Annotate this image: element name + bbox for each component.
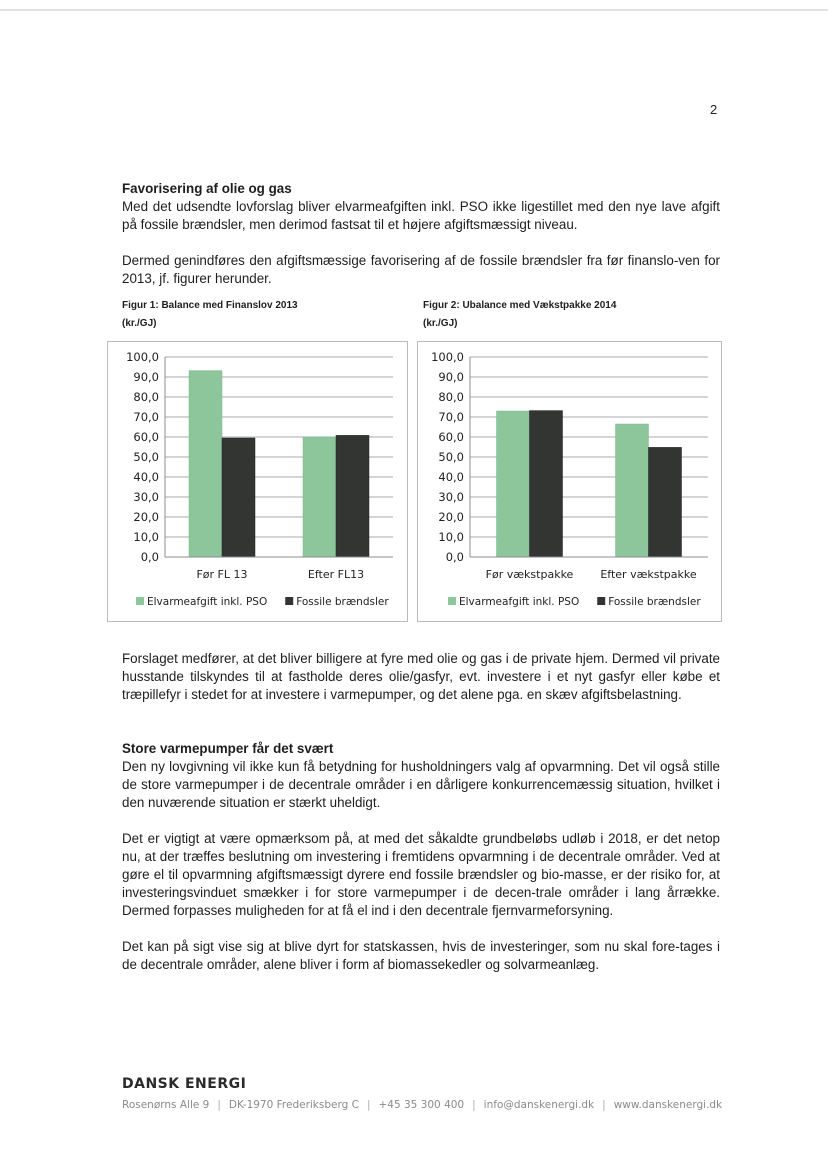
y-tick-label: 80,0 [133,390,159,404]
footer-contact [122,1099,722,1111]
legend-label: Fossile brændsler [608,596,701,608]
separator: | [217,1099,221,1111]
paragraph: Med det udsendte lovforslag bliver elvarmeafgiften inkl. PSO ikke ligestillet med den nye lave afgift på fossile brændsler, men derimod fastsat til et højere afgiftsmæssigt niveau. [122,199,720,232]
y-tick-label: 100,0 [431,350,464,364]
x-tick-label: Før FL 13 [196,568,248,581]
legend-swatch [136,597,144,605]
x-tick-label: Efter FL13 [307,568,365,581]
section-heading: Store varmepumper får det svært [122,741,334,756]
separator: | [602,1099,606,1111]
y-tick-label: 50,0 [133,450,159,464]
y-tick-label: 30,0 [133,490,159,504]
y-tick-label: 60,0 [438,430,464,444]
paragraph: Det kan på sigt vise sig at blive dyrt for statskassen, hvis de investeringer, som nu skal fore-tages i de decentrale områder, alene bliver i form af biomassekedler og solvarmeanlæg. [122,939,720,972]
footer-brand: DANSK ENERGI [122,1076,247,1092]
bar-elvarmeafgift-2 [303,437,336,557]
legend-swatch [448,597,456,605]
section-heading: Favorisering af olie og gas [122,181,292,196]
y-tick-label: 10,0 [133,530,159,544]
paragraph: Dermed genindføres den afgiftsmæssige favorisering af de fossile brændsler fra før finanslo-ven for 2013, jf. figurer herunder. [122,253,720,286]
bar-fossile-2 [336,435,369,557]
x-tick-label: Efter vækstpakke [600,568,697,581]
paragraph: Den ny lovgivning vil ikke kun få betydning for husholdningers valg af opvarmning. Det vil også stille de store varmepumper i de decentrale områder i en dårligere konkurrencemæssig situation, hvilket i den nuværende situation er stærkt uheldigt. [122,759,720,810]
separator: | [366,1099,371,1111]
section-consequences [122,650,720,704]
top-rule [0,9,828,11]
chart-svg [418,342,721,621]
figure-1-caption [122,297,298,333]
figure-caption-title: Figur 2: Ubalance med Vækstpakke 2014 [423,300,617,311]
paragraph: Forslaget medfører, at det bliver billigere at fyre med olie og gas i de private hjem. Dermed vil private husstande tilskyndes til at fastholde deres olie/gasfyr, evt. investere i et nyt gasfyr eller købe et træpillefyr i stedet for at investere i varmepumper, og det alene pga. en skæv afgiftsbelastning. [122,651,720,702]
y-tick-label: 70,0 [438,410,464,424]
footer-address: Rosenørns Alle 9 [122,1099,210,1111]
legend-label: Elvarmeafgift inkl. PSO [147,596,268,608]
y-tick-label: 80,0 [438,390,464,404]
footer-city: DK-1970 Frederiksberg C [228,1099,359,1111]
chart-figure-1 [107,341,408,622]
footer-phone[interactable]: +45 35 300 400 [378,1099,465,1111]
y-tick-label: 100,0 [126,350,159,364]
bar-fossile-1 [530,411,563,557]
legend-label: Elvarmeafgift inkl. PSO [459,596,580,608]
page-number: 2 [710,102,718,117]
y-tick-label: 60,0 [133,430,159,444]
y-tick-label: 40,0 [133,470,159,484]
figure-caption-title: Figur 1: Balance med Finanslov 2013 [122,300,298,311]
y-tick-label: 50,0 [438,450,464,464]
figure-caption-unit: (kr./GJ) [122,318,157,329]
bar-elvarmeafgift-2 [616,424,649,557]
y-tick-label: 20,0 [438,510,464,524]
y-tick-label: 20,0 [133,510,159,524]
x-tick-label: Før vækstpakke [485,568,574,581]
chart-figure-2 [417,341,722,622]
y-tick-label: 90,0 [438,370,464,384]
y-tick-label: 70,0 [133,410,159,424]
legend-swatch [597,597,605,605]
figure-2-caption [423,297,616,333]
bar-elvarmeafgift-1 [497,411,530,557]
y-tick-label: 40,0 [438,470,464,484]
legend-swatch [285,597,293,605]
section-favorisering [122,180,720,288]
bar-elvarmeafgift-1 [189,371,222,557]
y-tick-label: 30,0 [438,490,464,504]
footer-email[interactable]: info@danskenergi.dk [483,1099,595,1111]
bar-fossile-1 [222,438,255,557]
y-tick-label: 90,0 [133,370,159,384]
y-tick-label: 10,0 [438,530,464,544]
y-tick-label: 0,0 [445,550,464,564]
footer-web[interactable]: www.danskenergi.dk [613,1099,723,1111]
section-store-varmepumper [122,740,720,974]
y-tick-label: 0,0 [140,550,159,564]
chart-svg [108,342,407,621]
separator: | [472,1099,476,1111]
legend-label: Fossile brændsler [296,596,389,608]
bar-fossile-2 [649,447,682,557]
paragraph: Det er vigtigt at være opmærksom på, at med det såkaldte grundbeløbs udløb i 2018, er det netop nu, at der træffes beslutning om investering i fremtidens opvarmning i de decentrale områder. Ved at gøre el til opvarmning afgiftsmæssigt dyrere end fossile brændsler og bio-masse, er der risiko for, at investeringsvinduet smækker i for store varmepumper i de decen-trale områder i lang årrække. Dermed forpasses muligheden for at få el ind i den decentrale fjernvarmeforsyning. [122,831,720,918]
figure-caption-unit: (kr./GJ) [423,318,458,329]
